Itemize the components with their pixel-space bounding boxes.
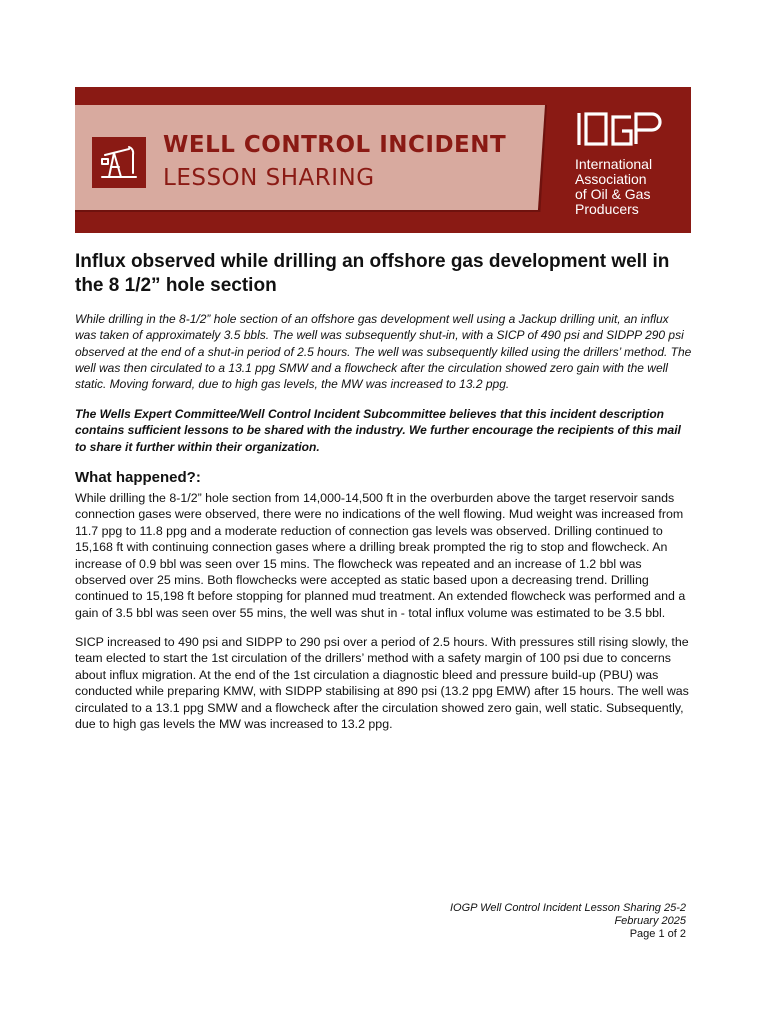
committee-note: The Wells Expert Committee/Well Control Incident Subcommittee believes that this incident description contains sufficient lessons to be shared with the industry. We further encourage the recipients of this mail to share it further within their organization. xyxy=(75,407,681,454)
org-line: Producers xyxy=(575,201,639,217)
section-heading: What happened?: xyxy=(75,469,201,486)
footer-date: February 2025 xyxy=(614,915,686,927)
org-line: Association xyxy=(575,171,647,187)
document-title: Influx observed while drilling an offshore gas development well in the 8 1/2” hole section xyxy=(75,251,670,296)
org-line: of Oil & Gas xyxy=(575,186,651,202)
iogp-logo xyxy=(575,109,663,154)
page-footer xyxy=(450,902,686,941)
intro-summary: While drilling in the 8-1/2” hole section of an offshore gas development well using a Jackup drilling unit, an influx was taken of approximately 3.5 bbls. The well was subsequently shut-in, with a SICP of 490 psi and SIDPP 290 psi observed at the end of a shut-in period of 2.5 hours. The well was subsequently killed using the drillers’ method. The well was then circulated to a 13.1 ppg SMW and a flowcheck after the circulation showed zero gain with the well static. Moving forward, due to high gas levels, the MW was increased to 13.2 ppg. xyxy=(75,312,692,392)
banner-subtitle: LESSON SHARING xyxy=(163,165,375,191)
pumpjack-icon xyxy=(92,137,146,188)
body-paragraph: While drilling the 8-1/2” hole section from 14,000-14,500 ft in the overburden above the target reservoir sands connection gases were observed, there were no indications of the well flowing. Mud weight was increased from 11.7 ppg to 11.8 ppg and a moderate reduction of connection gas levels was observed. Drilling continued to 15,168 ft with continuing connection gases where a drilling break prompted the rig to stop and flowcheck. An increase of 0.9 bbl was seen over 15 mins. The flowcheck was repeated and an increase of 1.2 bbl was observed over 25 mins. Both flowchecks were accepted as static based upon a decreasing trend. Drilling continued to 15,198 ft before stopping for planned mud treatment. An extended flowcheck was performed and a gain of 3.5 bbl was seen over 55 mins, the well was shut in - total influx volume was estimated to be 3.5 bbl. xyxy=(75,491,686,620)
footer-series: IOGP Well Control Incident Lesson Sharing 25-2 xyxy=(449,902,686,914)
body-paragraph: SICP increased to 490 psi and SIDPP to 290 psi over a period of 2.5 hours. With pressures still rising slowly, the team elected to start the 1st circulation of the drillers’ method with a safety margin of 100 psi due to concerns about influx migration. At the end of the 1st circulation a diagnostic bleed and pressure build-up (PBU) was conducted while preparing KMW, with SIDPP stabilising at 890 psi (13.2 ppg EMW) after 15 hours. The well was circulated to a 13.1 ppg SMW and a flowcheck after the circulation showed zero gain, well static. Subsequently, due to high gas levels the MW was increased to 13.2 ppg. xyxy=(75,635,689,732)
header-banner xyxy=(75,87,691,233)
org-line: International xyxy=(575,156,653,172)
page-number: Page 1 of 2 xyxy=(629,928,686,940)
organization-name xyxy=(575,157,685,217)
banner-title: WELL CONTROL INCIDENT xyxy=(163,132,507,158)
